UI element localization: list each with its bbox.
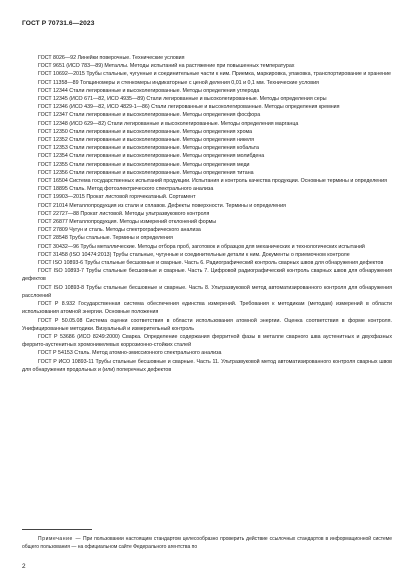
note-label: Примечание — bbox=[38, 536, 82, 542]
list-item: ГОСТ 28548 Трубы стальные. Термины и определения bbox=[38, 235, 173, 242]
list-item: ГОСТ 16504 Система государственных испытаний продукции. Испытания и контроль качества продукции. Основные термины и определения bbox=[38, 178, 387, 185]
list-item: ГОСТ 27809 Чугун и сталь. Методы спектрографического анализа bbox=[38, 227, 201, 234]
list-item: ГОСТ 12345 (ИСО 671—82, ИСО 4935—89) Стали легированные и высоколегированные. Методы определения серы bbox=[38, 96, 327, 103]
list-item: ГОСТ 12356 Стали легированные и высоколегированные. Методы определения титана bbox=[38, 169, 254, 176]
list-item: ГОСТ 8026—92 Линейки поверочные. Технические условия bbox=[38, 55, 185, 61]
note-text: При пользовании настоящим стандартом целесообразно проверить действие ссылочных стандартов в информационной системе общего пользования — на официальном сайте Федерального агентства по bbox=[22, 536, 392, 550]
page-header-title: ГОСТ Р 70731.6—2023 bbox=[22, 20, 95, 27]
list-item: ГОСТ 12347 Стали легированные и высоколегированные. Методы определения фосфора bbox=[38, 112, 261, 119]
list-item: ГОСТ 12353 Стали легированные и высоколегированные. Методы определения кобальта bbox=[38, 145, 259, 152]
list-item: ГОСТ 18895 Сталь. Метод фотоэлектрического спектрального анализа bbox=[38, 186, 214, 193]
list-item: ГОСТ 26877 Металлопродукция. Методы измерений отклонений формы bbox=[38, 219, 217, 226]
list-item: ГОСТ Р 53686 (ИСО 8249:2000) Сварка. Определение содержания ферритной фазы в металле сварного шва аустенитных и двухфазных феррито-аустенитных хромоникелевых коррозионно-стойких сталей bbox=[22, 333, 392, 349]
list-item: ГОСТ 9651 (ИСО 783—89) Металлы. Методы испытаний на растяжение при повышенных температурах bbox=[38, 63, 295, 70]
list-item: ГОСТ 19903—2015 Прокат листовой горячекатаный. Сортамент bbox=[38, 194, 196, 201]
list-item: ГОСТ 12355 Стали легированные и высоколегированные. Методы определения меди bbox=[38, 161, 250, 168]
list-item: ГОСТ 12348 (ИСО 629—82) Стали легированные и высоколегированные. Методы определения марганца bbox=[38, 120, 299, 127]
list-item: ГОСТ 12346 (ИСО 439—82, ИСО 4829-1—86) Стали легированные и высоколегированные. Методы определения кремния bbox=[38, 104, 340, 111]
normative-references-list bbox=[22, 54, 392, 374]
list-item: ГОСТ Р ИСО 10893-11 Трубы стальные бесшовные и сварные. Часть 11. Ультразвуковой метод автоматизированного контроля сварных швов для обнаружения продольных и (или) поперечных дефектов bbox=[22, 358, 392, 373]
list-item: ГОСТ 12344 Стали легированные и высоколегированные. Методы определения углерода bbox=[38, 87, 260, 94]
list-item: ГОСТ 12354 Стали легированные и высоколегированные. Методы определения молибдена bbox=[38, 153, 265, 160]
list-item: ГОСТ ISO 10893-8 Трубы стальные бесшовные и сварные. Часть 8. Ультразвуковой метод автоматизированного контроля для обнаружения расслоений bbox=[22, 284, 392, 299]
list-item: ГОСТ 11358—89 Толщиномеры и стенкомеры индикаторные с ценой деления 0,01 и 0,1 мм. Технические условия bbox=[38, 79, 319, 86]
list-item: ГОСТ Р 50.05.08 Система оценки соответствия в области использования атомной энергии. Оценка соответствия в форме контроля. Унифицированные методики. Визуальный и измерительный контроль bbox=[22, 317, 392, 332]
list-item: ГОСТ 22727—88 Прокат листовой. Методы ультразвукового контроля bbox=[38, 210, 210, 217]
list-item: ГОСТ ISO 10893-6 Трубы стальные бесшовные и сварные. Часть 6. Радиографический контроль сварных швов для обнаружения дефектов bbox=[38, 260, 384, 267]
list-item: ГОСТ 10692—2015 Трубы стальные, чугунные и соединительные части к ним. Приемка, маркировка, упаковка, транспортирование и хранение bbox=[38, 71, 391, 78]
list-item: ГОСТ 21014 Металлопродукция из стали и сплавов. Дефекты поверхности. Термины и определения bbox=[38, 202, 286, 209]
list-item: ГОСТ 12352 Стали легированные и высоколегированные. Методы определения никеля bbox=[38, 137, 254, 144]
list-item: ГОСТ 12350 Стали легированные и высоколегированные. Методы определения хрома bbox=[38, 128, 253, 135]
list-item: ГОСТ Р 54153 Сталь. Метод атомно-эмиссионного спектрального анализа bbox=[38, 350, 222, 357]
page-number: 2 bbox=[22, 563, 26, 570]
list-item: ГОСТ ISO 10893-7 Трубы стальные бесшовные и сварные. Часть 7. Цифровой радиографический контроль сварных швов для обнаружения дефектов bbox=[22, 268, 392, 283]
footnote-note bbox=[22, 536, 392, 551]
list-item: ГОСТ 30432—96 Трубы металлические. Методы отбора проб, заготовок и образцов для механических и технологических испытаний bbox=[38, 243, 365, 250]
footnote-divider bbox=[22, 529, 92, 530]
list-item: ГОСТ Р 8.932 Государственная система обеспечения единства измерений. Требования к методикам (методам) измерений в области использования атомной энергии. Основные положения bbox=[22, 301, 392, 316]
list-item: ГОСТ 31458 (ISO 10474:2013) Трубы стальные, чугунные и соединительные детали к ним. Документы о приемочном контроле bbox=[38, 251, 350, 258]
